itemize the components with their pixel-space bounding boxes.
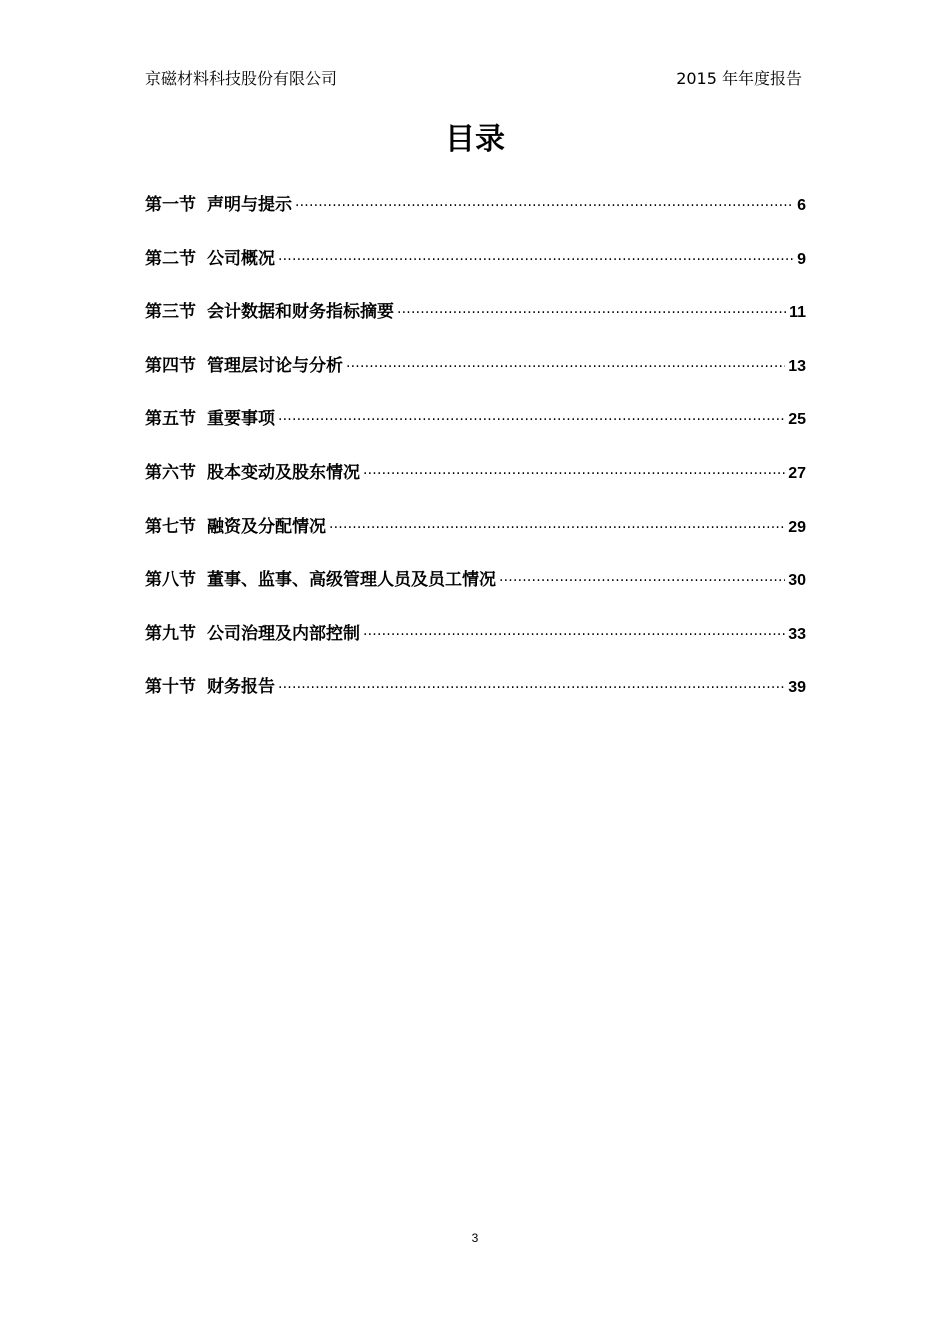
toc-entry-number: 第七节 — [145, 516, 196, 537]
toc-dot-leader — [278, 245, 794, 275]
toc-dot-leader — [363, 620, 785, 650]
table-of-contents — [145, 190, 806, 726]
page-number: 3 — [471, 1231, 479, 1245]
toc-entry-title: 声明与提示 — [207, 195, 292, 215]
toc-entry-number: 第五节 — [145, 409, 196, 430]
toc-entry-title: 董事、监事、高级管理人员及员工情况 — [207, 570, 496, 591]
toc-entry-number: 第二节 — [145, 248, 196, 269]
toc-entry-number: 第一节 — [145, 195, 196, 215]
toc-entry[interactable] — [145, 672, 806, 726]
toc-entry-page: 6 — [797, 197, 806, 214]
toc-entry-title: 财务报告 — [207, 677, 275, 698]
toc-entry-title: 股本变动及股东情况 — [207, 462, 360, 483]
toc-entry-number: 第六节 — [145, 462, 196, 483]
toc-entry-title: 融资及分配情况 — [207, 516, 326, 537]
toc-entry[interactable] — [145, 351, 806, 405]
toc-entry[interactable] — [145, 297, 806, 351]
toc-entry-page: 29 — [788, 518, 806, 536]
toc-dot-leader — [499, 566, 785, 596]
toc-entry[interactable] — [145, 619, 806, 673]
toc-entry[interactable] — [145, 404, 806, 458]
toc-entry-page: 25 — [788, 411, 806, 429]
toc-entry[interactable] — [145, 512, 806, 566]
toc-entry-title: 重要事项 — [207, 409, 275, 430]
toc-entry[interactable] — [145, 190, 806, 244]
toc-dot-leader — [346, 352, 785, 382]
toc-dot-leader — [363, 459, 785, 489]
toc-entry-page: 39 — [788, 679, 806, 697]
toc-dot-leader — [397, 298, 786, 328]
toc-entry-number: 第三节 — [145, 302, 196, 323]
toc-entry-page: 30 — [788, 572, 806, 590]
toc-entry-title: 会计数据和财务指标摘要 — [207, 302, 394, 323]
header-report-title: 2015 年年度报告 — [676, 69, 802, 88]
toc-entry-page: 33 — [788, 625, 806, 643]
toc-entry-number: 第九节 — [145, 623, 196, 644]
toc-title: 目录 — [445, 122, 505, 157]
toc-entry-page: 9 — [797, 250, 806, 268]
toc-entry-number: 第八节 — [145, 570, 196, 591]
toc-entry-title: 公司概况 — [207, 248, 275, 269]
toc-entry[interactable] — [145, 244, 806, 298]
toc-entry-page: 27 — [788, 464, 806, 482]
toc-entry[interactable] — [145, 565, 806, 619]
toc-entry-page: 11 — [789, 304, 806, 322]
toc-entry-title: 管理层讨论与分析 — [207, 355, 343, 376]
toc-entry[interactable] — [145, 458, 806, 512]
toc-dot-leader — [295, 191, 794, 221]
toc-entry-number: 第四节 — [145, 355, 196, 376]
toc-dot-leader — [329, 513, 785, 543]
toc-dot-leader — [278, 405, 785, 435]
toc-entry-number: 第十节 — [145, 677, 196, 698]
toc-entry-title: 公司治理及内部控制 — [207, 623, 360, 644]
toc-entry-page: 13 — [788, 357, 806, 375]
header-company-name: 京磁材料科技股份有限公司 — [145, 69, 338, 88]
toc-dot-leader — [278, 673, 785, 703]
